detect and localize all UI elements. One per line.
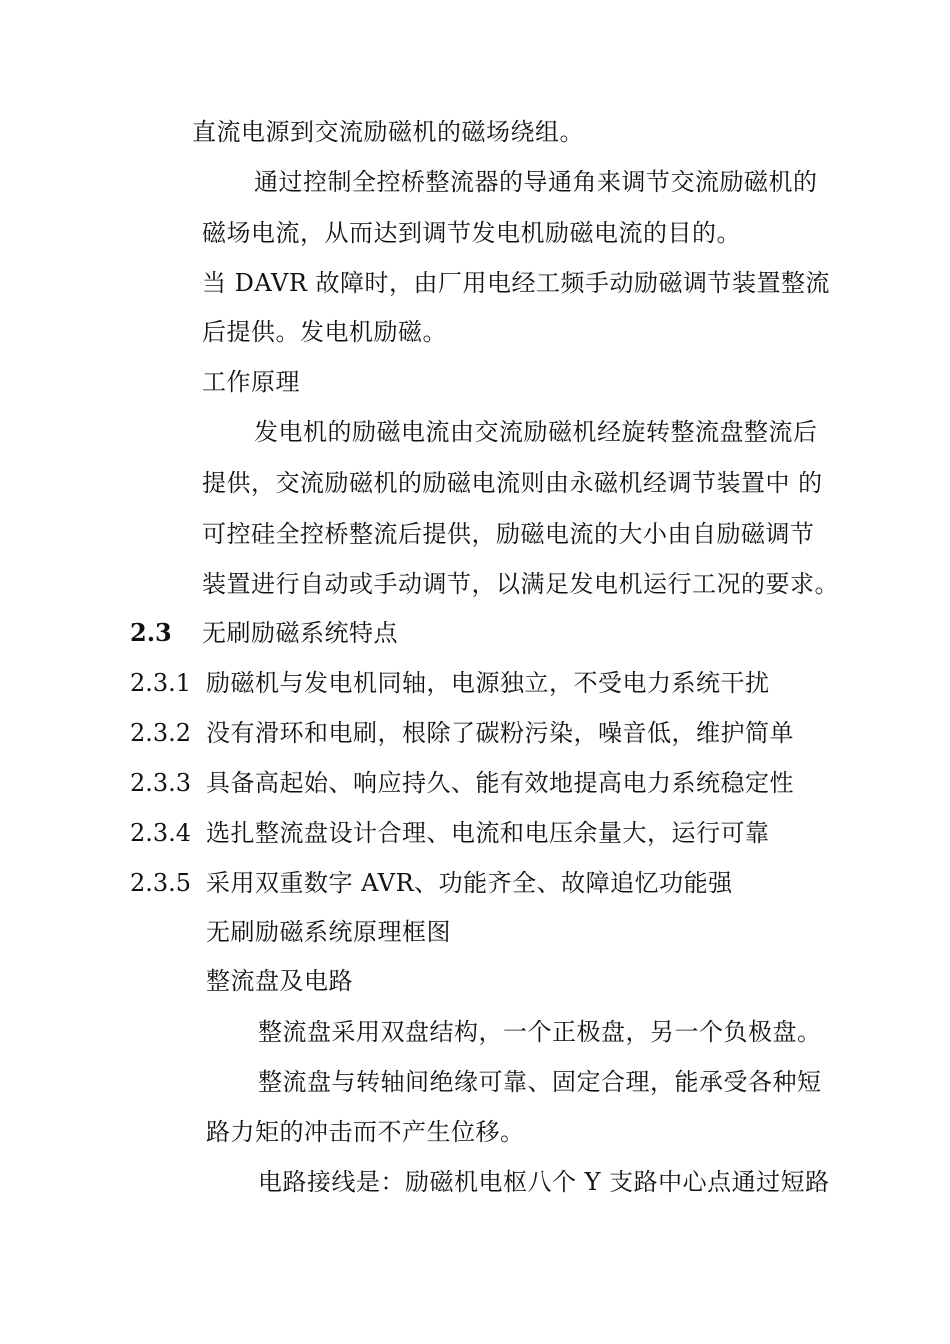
section-title: 无刷励磁系统特点 bbox=[202, 619, 398, 647]
item-number: 2.3.3 bbox=[130, 769, 192, 797]
item-text: 具备高起始、响应持久、能有效地提高电力系统稳定性 bbox=[206, 769, 794, 797]
paragraph-line: 电路接线是：励磁机电枢八个 Y 支路中心点通过短路 bbox=[258, 1168, 830, 1196]
paragraph-line: 发电机的励磁电流由交流励磁机经旋转整流盘整流后 bbox=[254, 418, 818, 446]
item-number: 2.3.1 bbox=[130, 669, 192, 697]
paragraph-line: 装置进行自动或手动调节，以满足发电机运行工况的要求。 bbox=[202, 570, 839, 598]
item-number: 2.3.5 bbox=[130, 869, 192, 897]
paragraph-line: 提供，交流励磁机的励磁电流则由永磁机经调节装置中 的 bbox=[202, 469, 823, 497]
paragraph-line: 可控硅全控桥整流后提供，励磁电流的大小由自励磁调节 bbox=[202, 520, 815, 548]
paragraph-line: 整流盘与转轴间绝缘可靠、固定合理，能承受各种短 bbox=[258, 1068, 822, 1096]
paragraph-line: 当 DAVR 故障时，由厂用电经工频手动励磁调节装置整流 bbox=[202, 269, 831, 297]
paragraph-line: 路力矩的冲击而不产生位移。 bbox=[206, 1118, 525, 1146]
paragraph-line: 直流电源到交流励磁机的磁场绕组。 bbox=[192, 118, 584, 146]
section-number: 2.3 bbox=[130, 618, 172, 647]
section-heading: 工作原理 bbox=[202, 368, 300, 396]
section-heading: 无刷励磁系统原理框图 bbox=[206, 918, 451, 946]
item-number: 2.3.4 bbox=[130, 819, 192, 847]
paragraph-line: 整流盘采用双盘结构，一个正极盘，另一个负极盘。 bbox=[258, 1018, 822, 1046]
section-heading: 整流盘及电路 bbox=[206, 967, 353, 995]
item-text: 没有滑环和电刷，根除了碳粉污染，噪音低，维护简单 bbox=[206, 719, 794, 747]
paragraph-line: 磁场电流，从而达到调节发电机励磁电流的目的。 bbox=[202, 219, 741, 247]
item-text: 选扎整流盘设计合理、电流和电压余量大，运行可靠 bbox=[206, 819, 770, 847]
item-number: 2.3.2 bbox=[130, 719, 192, 747]
item-text: 励磁机与发电机同轴，电源独立，不受电力系统干扰 bbox=[206, 669, 770, 697]
paragraph-line: 通过控制全控桥整流器的导通角来调节交流励磁机的 bbox=[254, 168, 818, 196]
paragraph-line: 后提供。发电机励磁。 bbox=[202, 318, 447, 346]
item-text: 采用双重数字 AVR、功能齐全、故障追忆功能强 bbox=[206, 869, 733, 897]
